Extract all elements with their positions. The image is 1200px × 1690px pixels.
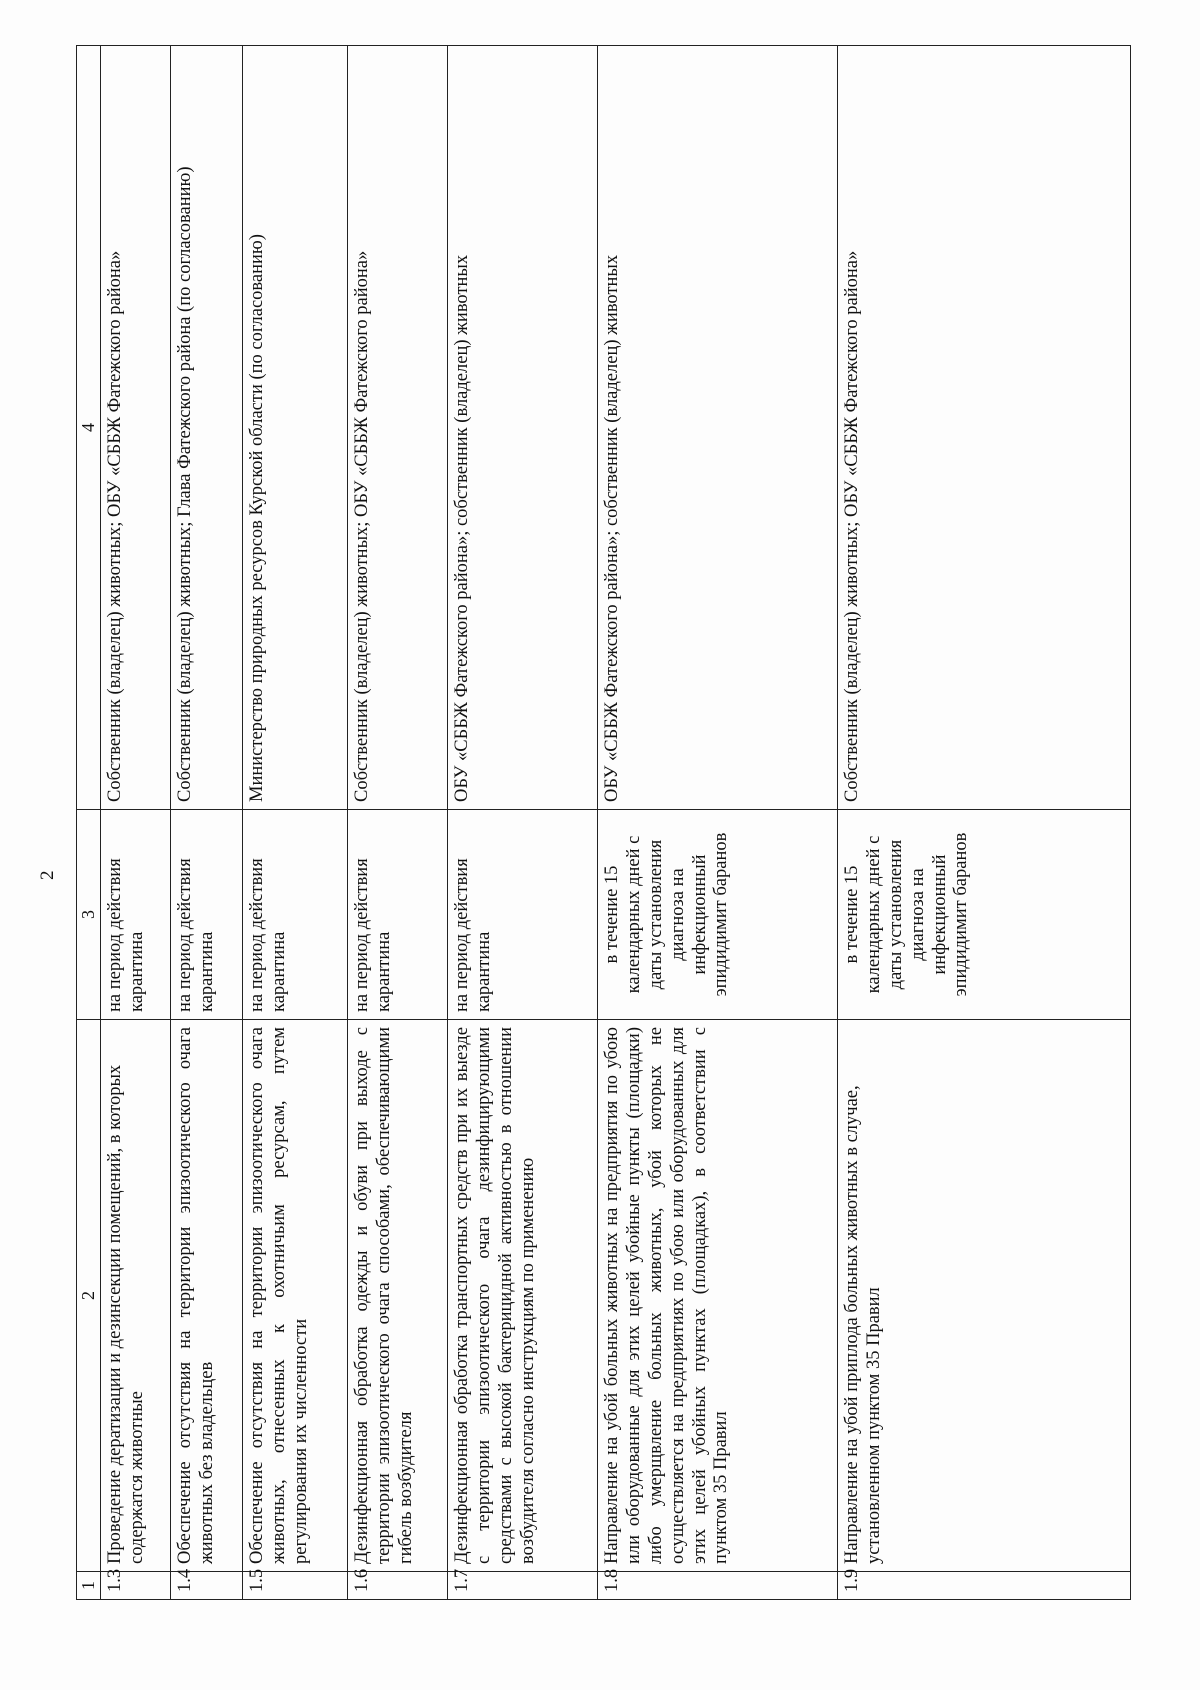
term-cell: на период действия карантина [101,810,171,1020]
responsible-cell: Собственник (владелец) животных; ОБУ «СББЖ Фатежского района» [348,46,448,810]
table-row [171,46,243,1600]
row-number: 1.3 [101,1572,171,1600]
responsible-cell: Собственник (владелец) животных; ОБУ «СББЖ Фатежского района» [838,46,1131,810]
measure-cell: Обеспечение отсутствия на территории эпизоотического очага животных без владельцев [171,1020,243,1572]
responsible-cell: ОБУ «СББЖ Фатежского района»; собственник (владелец) животных [598,46,838,810]
table-row [448,46,598,1600]
row-number: 1.4 [171,1572,243,1600]
header-cell: 2 [77,1020,101,1572]
measure-cell: Направление на убой больных животных на предприятия по убою или оборудованные для этих целей убойные пункты (площадки) либо умерщвление больных животных, убой которых не осуществляется на предприятиях по убою или оборудованных для этих целей убойных пунктах (площадках), в соответствии с пунктом 35 Правил [598,1020,838,1572]
measure-cell: Проведение дератизации и дезинсекции помещений, в которых содержатся животные [101,1020,171,1572]
row-number: 1.7 [448,1572,598,1600]
header-cell: 4 [77,46,101,810]
table-row [243,46,348,1600]
table-row [838,46,1131,1600]
term-cell: на период действия карантина [448,810,598,1020]
page-number: 2 [37,870,58,880]
measures-table [76,45,1131,1600]
term-cell: на период действия карантина [171,810,243,1020]
measure-cell: Дезинфекционная обработка одежды и обуви при выходе с территории эпизоотического очага способами, обеспечивающими гибель возбудителя [348,1020,448,1572]
header-cell: 3 [77,810,101,1020]
table-row [101,46,171,1600]
term-cell: на период действия карантина [348,810,448,1020]
measure-cell: Дезинфекционная обработка транспортных средств при их выезде с территории эпизоотического очага дезинфицирующими средствами с высокой бактерицидной активностью в отношении возбудителя согласно инструкциям по применению [448,1020,598,1572]
rotated-table-wrapper [76,45,1131,1600]
row-number: 1.9 [838,1572,1131,1600]
term-cell: в течение 15 календарных дней с даты установления диагноза на инфекционный эпидидимит баранов [598,810,838,1020]
responsible-cell: ОБУ «СББЖ Фатежского района»; собственник (владелец) животных [448,46,598,810]
measure-cell: Обеспечение отсутствия на территории эпизоотического очага животных, отнесенных к охотничьим ресурсам, путем регулирования их численности [243,1020,348,1572]
row-number: 1.8 [598,1572,838,1600]
row-number: 1.5 [243,1572,348,1600]
row-number: 1.6 [348,1572,448,1600]
table-header-row [77,46,101,1600]
responsible-cell: Собственник (владелец) животных; ОБУ «СББЖ Фатежского района» [101,46,171,810]
table-row [348,46,448,1600]
term-cell: на период действия карантина [243,810,348,1020]
header-cell: 1 [77,1572,101,1600]
table-row [598,46,838,1600]
measure-cell: Направление на убой приплода больных животных в случае, установленном пунктом 35 Правил [838,1020,1131,1572]
term-cell: в течение 15 календарных дней с даты установления диагноза на инфекционный эпидидимит баранов [838,810,1131,1020]
responsible-cell: Собственник (владелец) животных; Глава Фатежского района (по согласованию) [171,46,243,810]
responsible-cell: Министерство природных ресурсов Курской области (по согласованию) [243,46,348,810]
